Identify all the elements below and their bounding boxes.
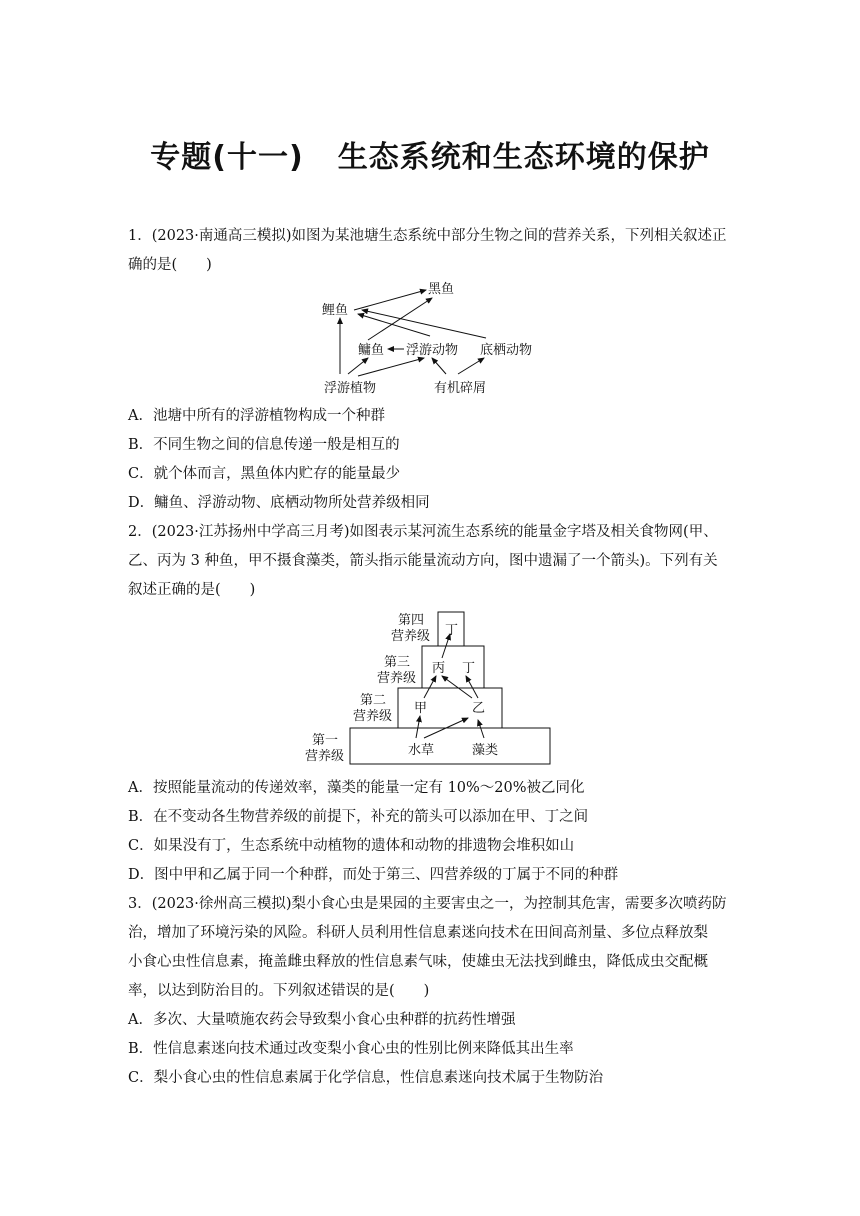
q2-stem-line-1: 2．(2023·江苏扬州中学高三月考)如图表示某河流生态系统的能量金字塔及相关食物网(甲、 <box>128 524 718 540</box>
question-2-stem <box>128 518 740 605</box>
q3-option-b: B．性信息素迷向技术通过改变梨小食心虫的性别比例来降低其出生率 <box>128 1041 574 1057</box>
level-2-label-line2: 营养级 <box>353 709 393 724</box>
q1-stem-line-1: 1．(2023·南通高三模拟)如图为某池塘生态系统中部分生物之间的营养关系，下列相关叙述正 <box>128 228 727 244</box>
level-4-label-line1: 第四 <box>398 613 425 628</box>
q1-option-c: C．就个体而言，黑鱼体内贮存的能量最少 <box>128 466 401 482</box>
level-3-label-line1: 第三 <box>384 655 411 670</box>
question-3-options <box>128 1006 740 1093</box>
level-1-label-line2: 营养级 <box>305 749 345 764</box>
level-2-label-line1: 第二 <box>360 693 387 708</box>
node-diqi-dongwu: 底栖动物 <box>480 343 533 358</box>
q2-stem-line-3: 叙述正确的是( ) <box>128 582 256 598</box>
q3-stem-line-3: 小食心虫性信息素，掩盖雌虫释放的性信息素气味，使雄虫无法找到雌虫，降低成虫交配概 <box>128 954 708 970</box>
node-heiyu: 黑鱼 <box>428 282 455 297</box>
node-bing: 丙 <box>432 661 446 676</box>
level-3-label-line2: 营养级 <box>377 671 417 686</box>
q3-option-c: C．梨小食心虫的性信息素属于化学信息，性信息素迷向技术属于生物防治 <box>128 1070 604 1086</box>
node-fuyou-dongwu: 浮游动物 <box>406 343 459 358</box>
node-fuyou-zhiwu: 浮游植物 <box>324 381 377 396</box>
q3-option-a: A．多次、大量喷施农药会导致梨小食心虫种群的抗药性增强 <box>128 1012 516 1028</box>
page-title <box>0 132 860 176</box>
question-1-options <box>128 402 740 518</box>
node-youji-suixie: 有机碎屑 <box>434 381 487 396</box>
q2-stem-line-2: 乙、丙为 3 种鱼，甲不摄食藻类，箭头指示能量流动方向，图中遗漏了一个箭头)。下列有关 <box>128 553 718 569</box>
question-1-stem <box>128 222 740 280</box>
level-4-label-line2: 营养级 <box>391 629 431 644</box>
q1-stem-line-2: 确的是( ) <box>128 257 212 273</box>
food-web-diagram <box>318 278 548 398</box>
node-shuicao: 水草 <box>408 743 435 758</box>
q3-stem-line-1: 3．(2023·徐州高三模拟)梨小食心虫是果园的主要害虫之一，为控制其危害，需要多次喷药防 <box>128 896 727 912</box>
q2-option-b: B．在不变动各生物营养级的前提下，补充的箭头可以添加在甲、丁之间 <box>128 809 589 825</box>
node-jia: 甲 <box>414 701 428 716</box>
q2-option-c: C．如果没有丁，生态系统中动植物的遗体和动物的排遗物会堆积如山 <box>128 838 575 854</box>
q1-option-d: D．鳙鱼、浮游动物、底栖动物所处营养级相同 <box>128 495 430 511</box>
title-part1: 专题(十一) <box>150 140 304 175</box>
node-ding-top: 丁 <box>445 623 459 638</box>
question-2-options <box>128 774 740 890</box>
node-yongyu: 鳙鱼 <box>358 343 385 358</box>
question-3-stem <box>128 890 740 1006</box>
q2-option-d: D．图中甲和乙属于同一个种群，而处于第三、四营养级的丁属于不同的种群 <box>128 867 619 883</box>
node-yi: 乙 <box>472 701 486 716</box>
q2-option-a: A．按照能量流动的传递效率，藻类的能量一定有 10%～20%被乙同化 <box>128 780 585 796</box>
node-ding-mid: 丁 <box>462 661 476 676</box>
node-zaolei: 藻类 <box>472 743 499 758</box>
q3-stem-line-2: 治，增加了环境污染的风险。科研人员利用性信息素迷向技术在田间高剂量、多位点释放梨 <box>128 925 708 941</box>
q1-option-b: B．不同生物之间的信息传递一般是相互的 <box>128 437 400 453</box>
node-liyu: 鲤鱼 <box>322 303 349 318</box>
level-1-label-line1: 第一 <box>312 733 339 748</box>
energy-pyramid-diagram <box>300 606 560 772</box>
title-part2: 生态系统和生态环境的保护 <box>337 140 710 175</box>
q3-stem-line-4: 率，以达到防治目的。下列叙述错误的是( ) <box>128 983 430 999</box>
q1-option-a: A．池塘中所有的浮游植物构成一个种群 <box>128 408 385 424</box>
